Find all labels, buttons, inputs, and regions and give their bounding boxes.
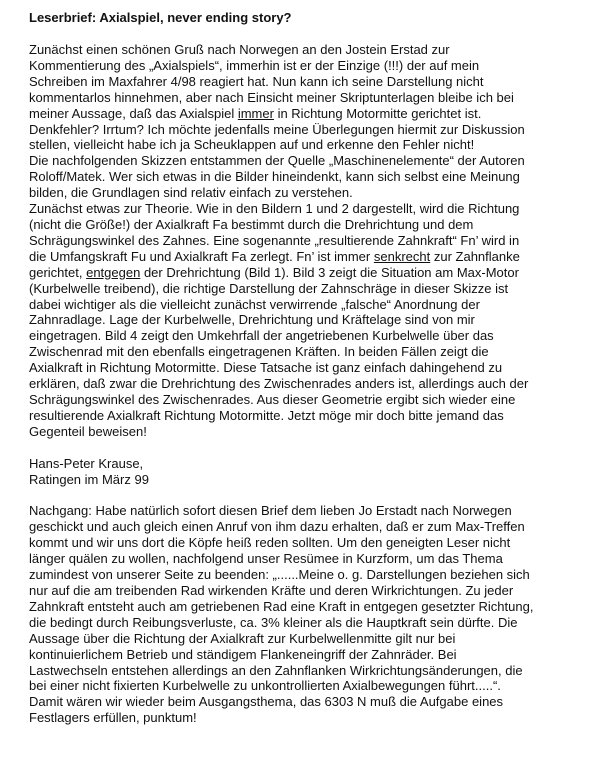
underlined-word-immer: immer: [237, 105, 274, 121]
body-text: Zunächst einen schönen Gruß nach Norwegen an den Jostein Erstad zur Kommentierung des „Axialspiels“, immerhin ist er der Einzige (!!!) der auf mein Schreiben im Maxfahrer 4/98 reagiert hat. Nun kann ich seine Darstellung nicht kommentarlos hinnehmen, aber nach Einsicht meiner Skriptunterlagen bleibe ich bei meiner Aussage, daß das Axialspiel: [29, 42, 514, 121]
body-text: der Drehrichtung (Bild 1). Bild 3 zeigt die Situation am Max-Motor (Kurbelwelle treibend), die richtige Darstellung der Zahnschräge in dieser Skizze ist dabei wichtiger als die vielleicht zunächst verwirrende „falsche“ Anordnung der Zahnradlage. Lage der Kurbelwelle, Drehrichtung und Kräftelage sind von mir eingetragen. Bild 4 zeigt den Umkehrfall der angetriebenen Kurbelwelle über das Zwischenrad mit den ebenfalls eingetragenen Kräften. In beiden Fällen zeigt die Axialkraft in Richtung Motormitte. Diese Tatsache ist ganz einfach dahingehend zu erklären, daß zwar die Drehrichtung des Zwischenrades anders ist, allerdings auch der Schrägungswinkel des Zwischenrades. Aus dieser Geometrie ergibt sich wieder eine resultierende Axialkraft Richtung Motormitte. Jetzt möge mir doch bitte jemand das Gegenteil beweisen!: [29, 264, 529, 439]
signature-name: Hans-Peter Krause,: [29, 455, 144, 471]
body-text: zur Zahnflanke gerichtet,: [29, 248, 520, 280]
spacer: [29, 440, 587, 456]
body-text: in Richtung Motormitte gerichtet ist. Denkfehler? Irrtum? Ich möchte jedenfalls meine Überlegungen hiermit zur Diskussion stellen, vielleicht habe ich ja Scheuklappen auf und erkenne den Fehler nicht! Die nachfolgenden Skizzen entstammen der Quelle „Maschinenelemente“ der Autoren Roloff/Matek. Wer sich etwas in die Bilder hineindenkt, kann sich selbst eine Meinung bilden, die Grundlagen sind relativ einfach zu verstehen. Zunächst etwas zur Theorie. Wie in den Bildern 1 und 2 dargestellt, wird die Richtung (nicht die Größe!) der Axialkraft Fa bestimmt durch die Drehrichtung und dem Schrägungswinkel des Zahnes. Eine sogenannte „resultierende Zahnkraft“ Fn’ wird in die Umfangskraft Fu und Axialkraft Fa zerlegt. Fn’ ist immer: [29, 105, 525, 264]
spacer: [29, 487, 587, 503]
underlined-word-entgegen: entgegen: [86, 264, 141, 280]
signature-place: Ratingen im März 99: [29, 471, 149, 487]
postscript-paragraph: Nachgang: Habe natürlich sofort diesen Brief dem lieben Jo Erstadt nach Norwegen geschickt und auch gleich einen Anruf von ihm dazu erhalten, daß er zum Max-Treffen kommt und wir uns dort die Köpfe heiß reden sollten. Um den geneigten Leser nicht länger quälen zu wollen, nachfolgend unser Resümee in Kurzform, um das Thema zumindest von unserer Seite zu beenden: „......Meine o. g. Darstellungen beziehen sich nur auf die am treibenden Rad wirkenden Kräfte und deren Wirkrichtungen. Zu jeder Zahnkraft entsteht auch am getriebenen Rad eine Kraft in entgegen gesetzter Richtung, die bedingt durch Reibungsverluste, ca. 3% kleiner als die Hauptkraft sein dürfte. Die Aussage über die Richtung der Axialkraft zur Kurbelwellenmitte gilt nur bei kontinuierlichem Betrieb und ständigem Flankeneingriff der Zahnräder. Bei Lastwechseln entstehen allerdings an den Zahnflanken Wirkrichtungsänderungen, die bei einer nicht fixierten Kurbelwelle zu unkontrollierten Axialbewegungen führt.....“. Damit wären wir wieder beim Ausgangsthema, das 6303 N muß die Aufgabe eines Festlagers erfüllen, punktum!: [29, 503, 534, 726]
underlined-word-senkrecht: senkrecht: [373, 248, 431, 264]
letter-body-paragraph: [29, 42, 587, 440]
letter-title: Leserbrief: Axialspiel, never ending story?: [29, 10, 292, 25]
